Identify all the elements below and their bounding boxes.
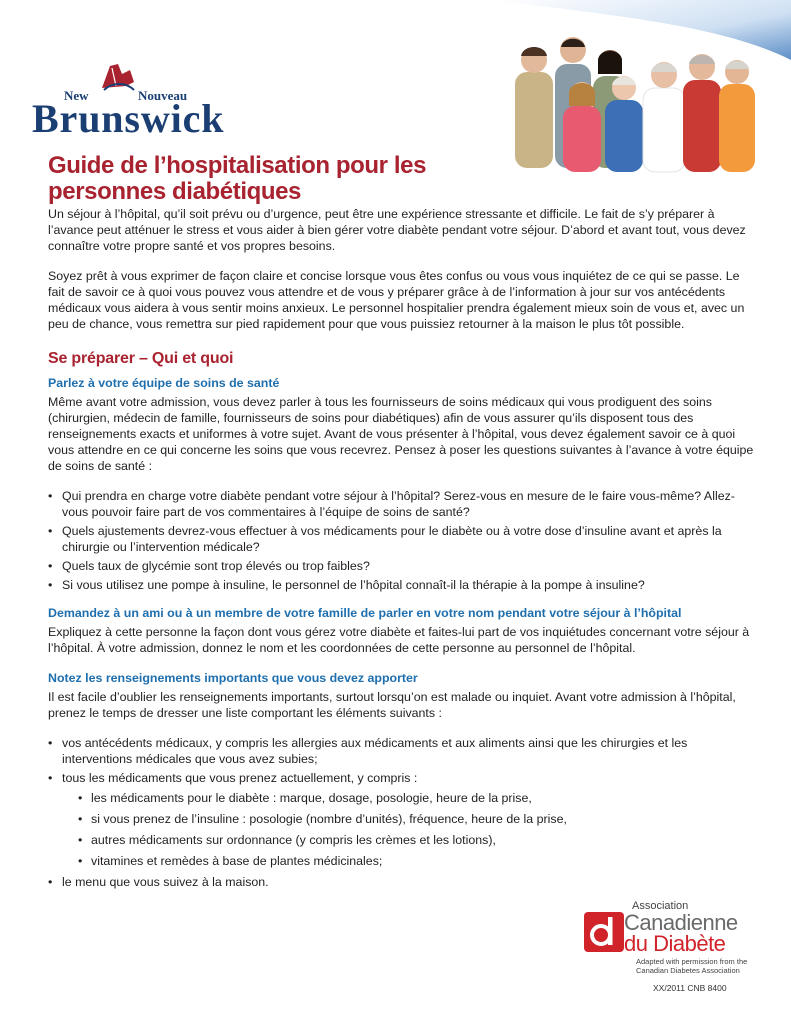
subsection-text-advocate: Expliquez à cette personne la façon dont vous gérez votre diabète et faites-lui part de vos inquiétudes concernant votre séjour à l’hôpital. À votre admission, donnez le nom et les coordonnées de cette personne au personnel de l’hôpital. — [48, 625, 750, 655]
list-item: • Quels taux de glycémie sont trop élevés ou trop faibles? — [48, 558, 754, 574]
logo-nouveau: Nouveau — [138, 88, 188, 103]
subsection-heading-healthcare-team: Parlez à votre équipe de soins de santé — [48, 376, 280, 390]
subsection-text-healthcare-team: Même avant votre admission, vous devez parler à tous les fournisseurs de soins médicaux qui vous prodiguent des soins (chirurgien, médecin de famille, fournisseurs de soins pour diabétiques) afin de vous assurer qu’ils disposent tous des renseignements exacts et uniformes à votre sujet. Avant de vous présenter à l’hôpital, vous devez également savoir ce à quoi vous attendre en ce qui concerne les soins que vous recevrez. Pensez à poser les questions suivantes à l’avance à votre équipe de soins de santé : — [48, 395, 754, 473]
new-brunswick-logo — [30, 60, 230, 140]
person-8 — [719, 60, 755, 172]
cda-name-line-2: du Diabète — [624, 931, 726, 956]
logo-new: New — [64, 88, 89, 103]
person-7 — [683, 54, 721, 172]
sub-list-item: • si vous prenez de l’insuline : posologie (nombre d’unités), fréquence, heure de la prise, — [78, 811, 754, 827]
canadian-diabetes-association-logo — [584, 898, 764, 978]
people-group-photo — [515, 30, 755, 175]
cda-association: Association — [632, 900, 689, 912]
list-item: • Si vous utilisez une pompe à insuline, le personnel de l’hôpital connaît-il la thérapie à la pompe à insuline? — [48, 577, 754, 593]
information-list — [48, 735, 754, 890]
cda-name-line-1: Canadienne — [624, 910, 738, 935]
subsection-text-information: Il est facile d’oublier les renseignements importants, surtout lorsqu’on est malade ou inquiet. Avant votre admission à l’hôpital, prenez le temps de dresser une liste comportant les éléments suivants : — [48, 690, 736, 720]
list-item: • vos antécédents médicaux, y compris les allergies aux médicaments et aux aliments ainsi que les chirurgies et les interventions médicales que vous avez subies; — [48, 735, 754, 767]
sub-list-item: • vitamines et remèdes à base de plantes médicinales; — [78, 853, 754, 869]
subsection-heading-information: Notez les renseignements importants que vous devez apporter — [48, 671, 418, 685]
intro-paragraph-2: Soyez prêt à vous exprimer de façon claire et concise lorsque vous êtes confus ou vous vous inquiétez de ce qui se passe. Le fait de savoir ce à quoi vous pouvez vous attendre et de vous y préparer grâce à de l’information à jour sur vos antécédents médicaux vous aidera à vous sentir moins anxieux. Le personnel hospitalier prendra également mieux soin de vous et, avec un peu de chance, vous remettra sur pied rapidement pour que vous puissiez retourner à la maison le plus tôt possible. — [48, 269, 745, 331]
person-1 — [515, 47, 553, 168]
sub-list-item: • les médicaments pour le diabète : marque, dosage, posologie, heure de la prise, — [78, 790, 754, 806]
cda-permission-note: Adapted with permission from the Canadian Diabetes Association — [636, 957, 748, 975]
sub-list-item: • autres médicaments sur ordonnance (y compris les crèmes et les lotions), — [78, 832, 754, 848]
document-code: XX/2011 CNB 8400 — [653, 983, 727, 993]
section-heading: Se préparer – Qui et quoi — [48, 350, 234, 367]
questions-list — [48, 488, 754, 593]
list-item: • le menu que vous suivez à la maison. — [48, 874, 754, 890]
title-line-2: personnes diabétiques — [48, 178, 301, 205]
title-line-1: Guide de l’hospitalisation pour les — [48, 152, 427, 179]
person-6 — [643, 62, 685, 172]
subsection-heading-advocate: Demandez à un ami ou à un membre de votre famille de parler en votre nom pendant votre séjour à l’hôpital — [48, 606, 682, 620]
logo-brunswick: Brunswick — [32, 96, 222, 140]
intro-paragraph-1: Un séjour à l’hôpital, qu’il soit prévu ou d’urgence, peut être une expérience stressante et difficile. Le fait de s’y préparer à l’avance peut atténuer le stress et vous aider à bien gérer votre diabète pendant votre séjour. D’abord et avant tout, vous devez connaître votre propre santé et vos propres besoins. — [48, 207, 746, 253]
medications-sublist — [62, 790, 754, 869]
list-item: • Quels ajustements devrez-vous effectuer à vos médicaments pour le diabète ou à votre dose d’insuline avant et après la chirurgie ou l’intervention médicale? — [48, 523, 754, 555]
cda-mark-icon — [584, 912, 624, 952]
list-item — [48, 770, 754, 869]
list-item-text: tous les médicaments que vous prenez actuellement, y compris : — [62, 771, 418, 785]
list-item: • Qui prendra en charge votre diabète pendant votre séjour à l’hôpital? Serez-vous en mesure de le faire vous-même? Allez-vous pouvoir faire part de vos commentaires à l’équipe de soins de santé? — [48, 488, 754, 520]
page-title — [48, 153, 468, 205]
document-body — [48, 206, 754, 902]
